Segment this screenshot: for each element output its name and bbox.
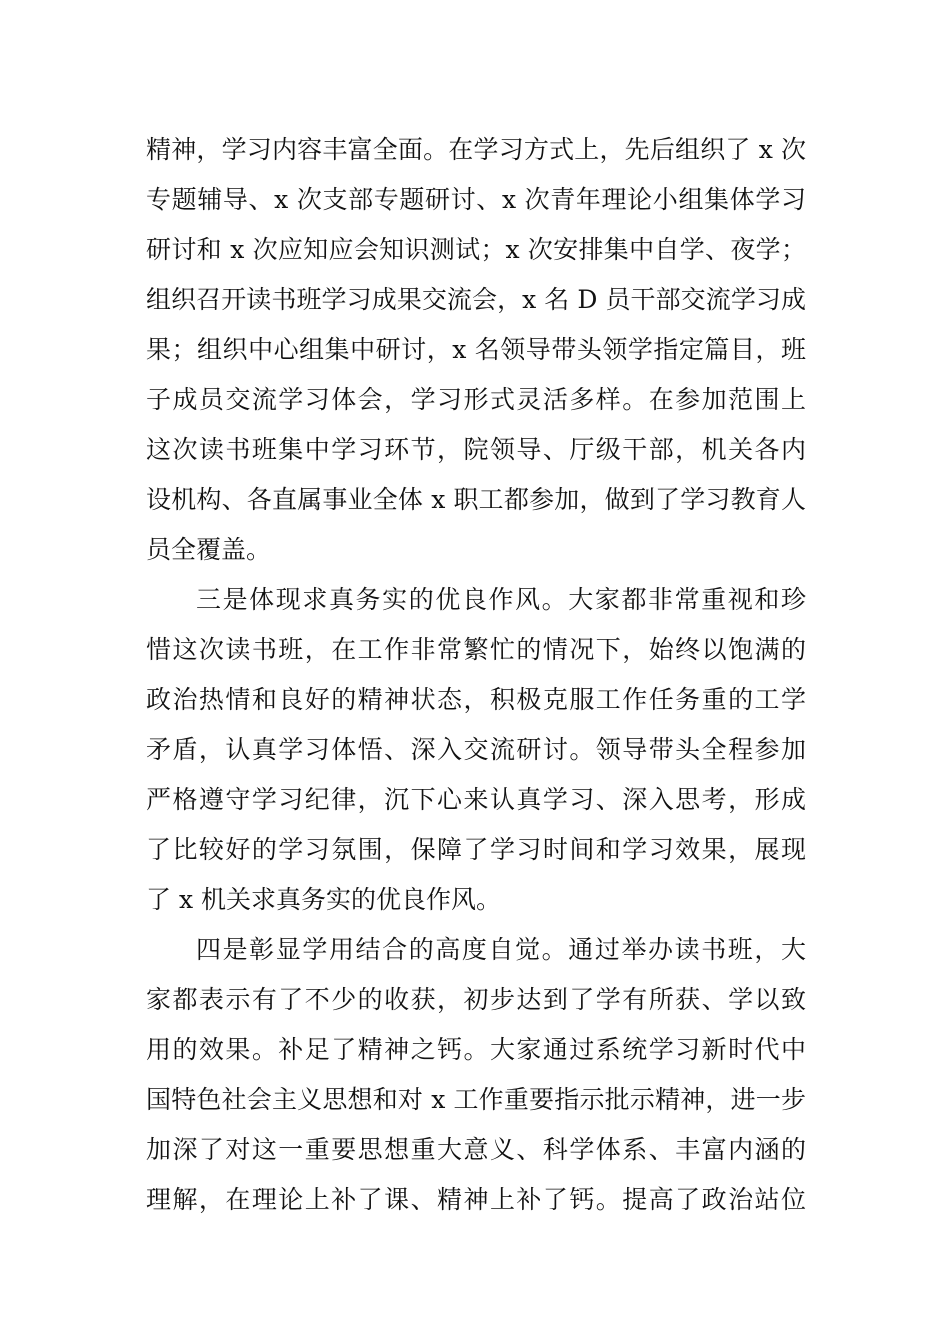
text-line: 国特色社会主义思想和对 x 工作重要指示批示精神，进一步: [146, 1085, 806, 1114]
text-line: 专题辅导、x 次支部专题研讨、x 次青年理论小组集体学习: [146, 185, 806, 214]
text-line: 惜这次读书班，在工作非常繁忙的情况下，始终以饱满的: [146, 635, 806, 664]
text-line: 了 x 机关求真务实的优良作风。: [146, 885, 501, 914]
paragraph-start-line: 三是体现求真务实的优良作风。大家都非常重视和珍: [196, 585, 806, 614]
text-line: 政治热情和良好的精神状态，积极克服工作任务重的工学: [146, 685, 806, 714]
text-line: 家都表示有了不少的收获，初步达到了学有所获、学以致: [146, 985, 806, 1014]
text-line: 子成员交流学习体会，学习形式灵活多样。在参加范围上: [146, 385, 806, 414]
text-line: 严格遵守学习纪律，沉下心来认真学习、深入思考，形成: [146, 785, 806, 814]
text-line: 这次读书班集中学习环节，院领导、厅级干部，机关各内: [146, 435, 806, 464]
text-line: 用的效果。补足了精神之钙。大家通过系统学习新时代中: [146, 1035, 806, 1064]
text-line: 组织召开读书班学习成果交流会，x 名 D 员干部交流学习成: [146, 285, 806, 314]
text-line: 员全覆盖。: [146, 535, 272, 564]
text-line: 理解，在理论上补了课、精神上补了钙。提高了政治站位: [146, 1185, 806, 1214]
text-line: 果；组织中心组集中研讨，x 名领导带头领学指定篇目，班: [146, 335, 806, 364]
paragraph-start-line: 四是彰显学用结合的高度自觉。通过举办读书班，大: [196, 935, 806, 964]
text-line: 加深了对这一重要思想重大意义、科学体系、丰富内涵的: [146, 1135, 806, 1164]
text-line: 矛盾，认真学习体悟、深入交流研讨。领导带头全程参加: [146, 735, 806, 764]
text-line: 了比较好的学习氛围，保障了学习时间和学习效果，展现: [146, 835, 806, 864]
text-line: 研讨和 x 次应知应会知识测试；x 次安排集中自学、夜学；: [146, 235, 806, 264]
text-line: 设机构、各直属事业全体 x 职工都参加，做到了学习教育人: [146, 485, 806, 514]
text-line: 精神，学习内容丰富全面。在学习方式上，先后组织了 x 次: [146, 135, 806, 164]
